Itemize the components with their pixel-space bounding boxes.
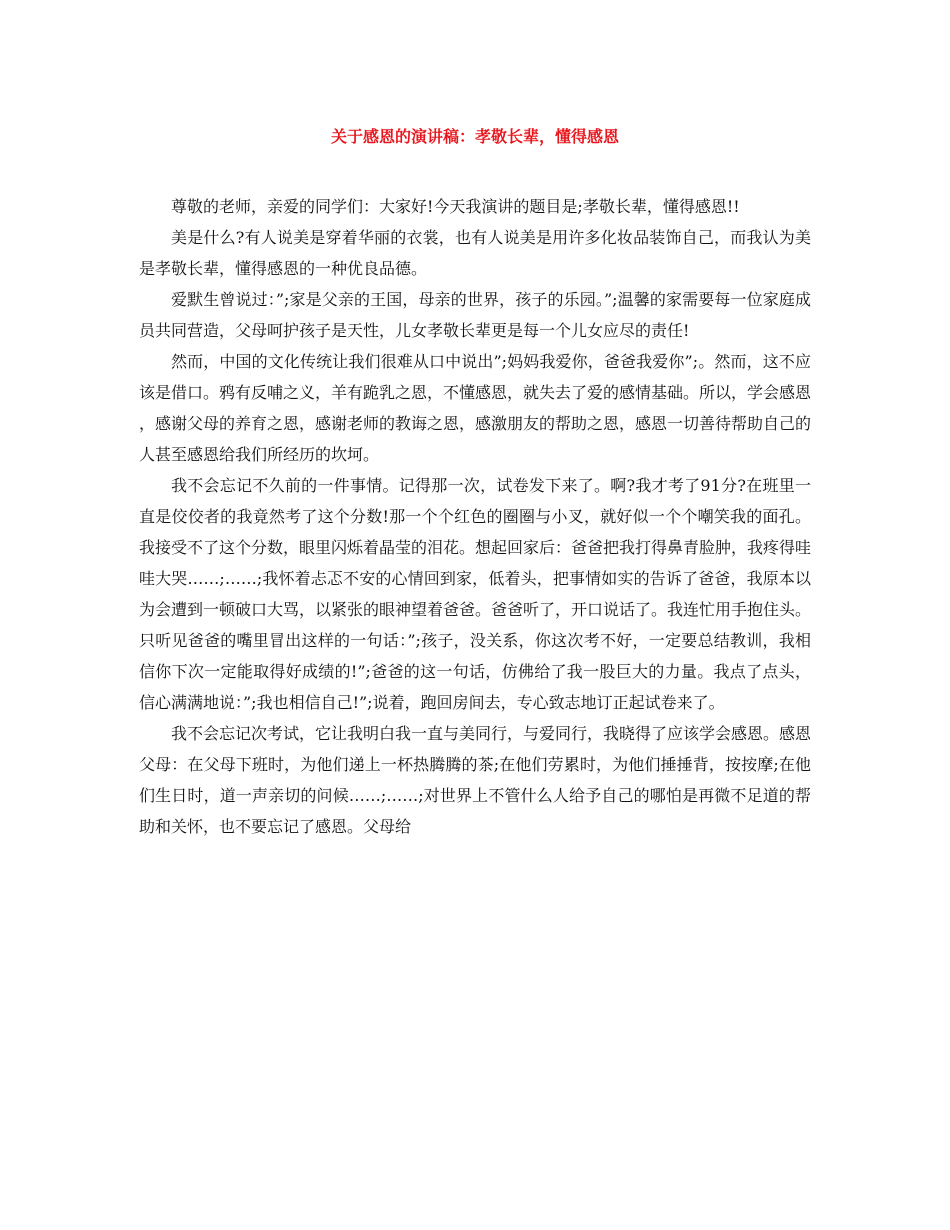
paragraph-learn-gratitude: 我不会忘记次考试，它让我明白我一直与美同行，与爱同行，我晓得了应该学会感恩。感恩父母：在父母下班时，为他们递上一杯热腾腾的茶;在他们劳累时，为他们捶捶背，按按摩;在他们生日时，道一声亲切的问候……;……;对世界上不管什么人给予自己的哪怕是再微不足道的帮助和关怀，也不要忘记了感恩。父母给 — [139, 724, 812, 836]
document-title: 关于感恩的演讲稿：孝敬长辈，懂得感恩 — [330, 127, 619, 146]
paragraph-what-is-beauty: 美是什么?有人说美是穿着华丽的衣裳，也有人说美是用许多化妆品装饰自己，而我认为美是孝敬长辈，懂得感恩的一种优良品德。 — [139, 228, 811, 278]
paragraph-greeting: 尊敬的老师，亲爱的同学们：大家好!今天我演讲的题目是;孝敬长辈，懂得感恩!! — [171, 197, 740, 216]
paragraph-chinese-tradition: 然而，中国的文化传统让我们很难从口中说出”;妈妈我爱你，爸爸我爱你”;。然而，这不应该是借口。鸦有反哺之义，羊有跪乳之恩，不懂感恩，就失去了爱的感情基础。所以，学会感恩，感谢父母的养育之恩，感谢老师的教诲之恩，感激朋友的帮助之恩，感恩一切善待帮助自己的人甚至感恩给我们所经历的坎坷。 — [139, 352, 812, 464]
paragraph-exam-story: 我不会忘记不久前的一件事情。记得那一次，试卷发下来了。啊?我才考了91分?在班里一直是佼佼者的我竟然考了这个分数!那一个个红色的圈圈与小叉，就好似一个个嘲笑我的面孔。我接受不了这个分数，眼里闪烁着晶莹的泪花。想起回家后：爸爸把我打得鼻青脸肿，我疼得哇哇大哭……;……;我怀着忐忑不安的心情回到家，低着头，把事情如实的告诉了爸爸，我原本以为会遭到一顿破口大骂，以紧张的眼神望着爸爸。爸爸听了，开口说话了。我连忙用手抱住头。只听见爸爸的嘴里冒出这样的一句话：”;孩子，没关系，你这次考不好，一定要总结教训，我相信你下次一定能取得好成绩的!”;爸爸的这一句话，仿佛给了我一股巨大的力量。我点了点头，信心满满地说：”;我也相信自己!”;说着，跑回房间去，专心致志地订正起试卷来了。 — [139, 476, 812, 712]
document-body — [139, 191, 811, 842]
paragraph-emerson-quote: 爱默生曾说过：”;家是父亲的王国，母亲的世界，孩子的乐园。”;温馨的家需要每一位家庭成员共同营造，父母呵护孩子是天性，儿女孝敬长辈更是每一个儿女应尽的责任! — [139, 290, 811, 340]
